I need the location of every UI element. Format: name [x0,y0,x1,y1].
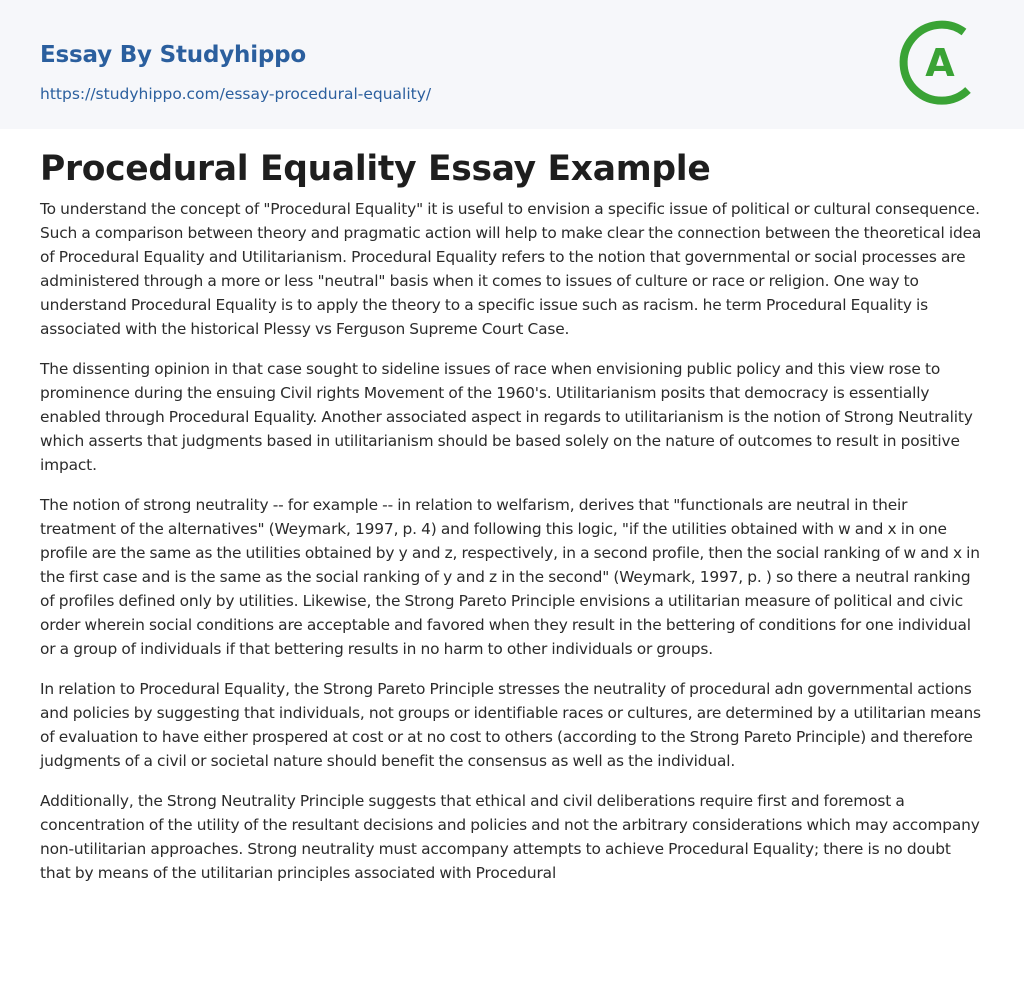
article [0,148,1024,885]
paragraph: In relation to Procedural Equality, the Strong Pareto Principle stresses the neutrality of procedural adn governmental actions and policies by suggesting that individuals, not groups or identifiable races or cultures, are determined by a utilitarian means of evaluation to have either prospered at cost or at no cost to others (according to the Strong Pareto Principle) and therefore judgments of a civil or societal nature should benefit the consensus as well as the individual. [40,680,981,770]
page-title: Procedural Equality Essay Example [40,149,711,189]
paragraph: Additionally, the Strong Neutrality Principle suggests that ethical and civil deliberations require first and foremost a concentration of the utility of the resultant decisions and policies and not the arbitrary considerations which may accompany non-utilitarian approaches. Strong neutrality must accompany attempts to achieve Procedural Equality; there is no doubt that by means of the utilitarian principles associated with Procedural [40,792,980,882]
site-brand[interactable]: Essay By Studyhippo [40,42,307,68]
paragraph: The dissenting opinion in that case sought to sideline issues of race when envisioning public policy and this view rose to prominence during the ensuing Civil rights Movement of the 1960's. Utilitarianism posits that democracy is essentially enabled through Procedural Equality. Another associated aspect in regards to utilitarianism is the notion of Strong Neutrality which asserts that judgments based in utilitarianism should be based solely on the nature of outcomes to result in positive impact. [40,360,973,474]
logo-letter: A [925,41,955,85]
site-header [0,0,1024,129]
studyhippo-logo-icon[interactable] [898,18,988,108]
paragraph: To understand the concept of "Procedural Equality" it is useful to envision a specific issue of political or cultural consequence. Such a comparison between theory and pragmatic action will help to make clear the connection between the theoretical idea of Procedural Equality and Utilitarianism. Procedural Equality refers to the notion that governmental or social processes are administered through a more or less "neutral" basis when it comes to issues of culture or race or religion. One way to understand Procedural Equality is to apply the theory to a specific issue such as racism. he term Procedural Equality is associated with the historical Plessy vs Ferguson Supreme Court Case. [40,200,982,338]
paragraph: The notion of strong neutrality -- for example -- in relation to welfarism, derives that "functionals are neutral in their treatment of the alternatives" (Weymark, 1997, p. 4) and following this logic, "if the utilities obtained with w and x in one profile are the same as the utilities obtained by y and z, respectively, in a second profile, then the social ranking of w and x in the first case and is the same as the social ranking of y and z in the second" (Weymark, 1997, p. ) so there a neutral ranking of profiles defined only by utilities. Likewise, the Strong Pareto Principle envisions a utilitarian measure of political and civic order wherein social conditions are acceptable and favored when they result in the bettering of conditions for one individual or a group of individuals if that bettering results in no harm to other individuals or groups. [40,496,980,658]
page-url-link[interactable]: https://studyhippo.com/essay-procedural-equality/ [40,85,432,103]
